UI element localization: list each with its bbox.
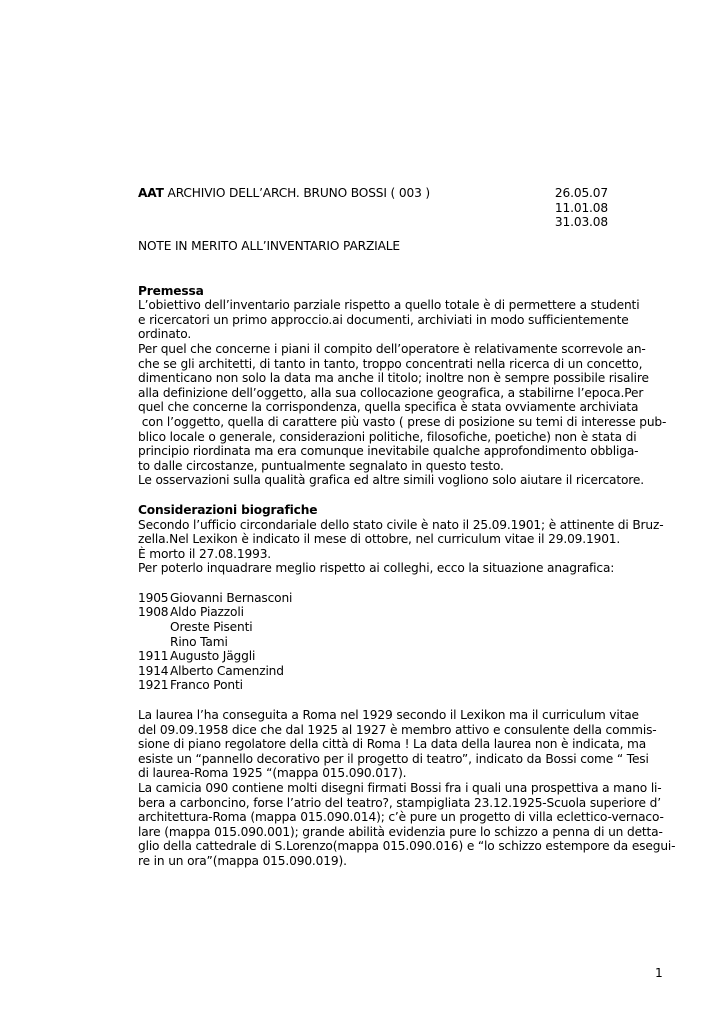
- section-heading-biografiche: Considerazioni biografiche: [138, 502, 318, 517]
- revision-date: 11.01.08: [554, 200, 608, 215]
- colleague-name: Oreste Pisenti: [170, 620, 253, 635]
- revision-date: 31.03.08: [554, 215, 608, 230]
- revision-date: 26.05.07: [554, 186, 608, 200]
- text-line: che se gli architetti, di tanto in tanto, troppo concentrati nella ricerca di un concetto,: [138, 356, 643, 371]
- list-item: [138, 605, 608, 620]
- text-line: bera a carboncino, forse l’atrio del teatro?, stampigliata 23.12.1925-Scuola superiore d’: [138, 795, 661, 810]
- birth-year: [138, 620, 170, 635]
- birth-year: 1911: [138, 649, 169, 664]
- text-line: con l’oggetto, quella di carattere più vasto ( prese di posizione su temi di interesse pub-: [138, 414, 667, 429]
- text-line: e ricercatori un primo approccio.ai documenti, archiviati in modo sufficientemente: [138, 312, 629, 327]
- list-item: [138, 635, 608, 650]
- text-line: dimenticano non solo la data ma anche il titolo; inoltre non è sempre possibile risalire: [138, 371, 649, 386]
- revision-dates: [555, 186, 608, 230]
- document-page: [138, 180, 676, 869]
- list-item: [138, 678, 608, 693]
- colleague-name: Aldo Piazzoli: [170, 605, 244, 620]
- archive-title: [138, 186, 430, 201]
- list-item: [138, 620, 608, 635]
- text-line: di laurea-Roma 1925 “(mappa 015.090.017).: [138, 766, 407, 781]
- document-subtitle: NOTE IN MERITO ALL’INVENTARIO PARZIALE: [138, 239, 400, 253]
- birth-year: 1914: [138, 663, 169, 678]
- colleague-name: Rino Tami: [170, 634, 228, 649]
- text-line: re in un ora”(mappa 015.090.019).: [138, 853, 347, 868]
- text-line: alla definizione dell’oggetto, alla sua collocazione geografica, a stabilirne l’epoca.Per: [138, 385, 644, 400]
- text-line: ordinato.: [138, 327, 192, 342]
- list-item: [138, 649, 608, 664]
- section-heading-premessa: Premessa: [138, 283, 204, 298]
- birth-year: 1908: [138, 605, 169, 620]
- biografiche-body: [138, 517, 664, 576]
- list-item: [138, 664, 608, 679]
- text-line: glio della cattedrale di S.Lorenzo(mappa 015.090.016) e “lo schizzo estempore da esegui-: [138, 839, 676, 854]
- text-line: L’obiettivo dell’inventario parziale rispetto a quello totale è di permettere a studenti: [138, 298, 640, 313]
- text-line: blico locale o generale, considerazioni politiche, filosofiche, poetiche) non è stata di: [138, 429, 637, 444]
- list-item: [138, 591, 608, 606]
- text-line: È morto il 27.08.1993.: [138, 546, 272, 561]
- birth-year: 1905: [138, 590, 169, 605]
- text-line: Per quel che concerne i piani il compito dell’operatore è relativamente scorrevole an-: [138, 341, 646, 356]
- text-line: principio riordinata ma era comunque inevitabile qualche approfondimento obbliga-: [138, 444, 639, 459]
- text-line: lare (mappa 015.090.001); grande abilità evidenzia pure lo schizzo a penna di un detta-: [138, 824, 663, 839]
- colleagues-list: [138, 591, 608, 693]
- colleague-name: Giovanni Bernasconi: [170, 590, 293, 605]
- text-line: Per poterlo inquadrare meglio rispetto ai colleghi, ecco la situazione anagrafica:: [138, 561, 615, 576]
- text-line: La laurea l’ha conseguita a Roma nel 1929 secondo il Lexikon ma il curriculum vitae: [138, 708, 639, 723]
- colleague-name: Franco Ponti: [170, 678, 243, 693]
- text-line: quel che concerne la corrispondenza, quella specifica è stata ovviamente archiviata: [138, 400, 639, 415]
- page-number: 1: [655, 966, 663, 980]
- laurea-body: [138, 708, 676, 869]
- text-line: architettura-Roma (mappa 015.090.014); c’è pure un progetto di villa eclettico-vernaco-: [138, 810, 664, 825]
- text-line: sione di piano regolatore della città di Roma ! La data della laurea non è indicata, ma: [138, 737, 647, 752]
- premessa-body: [138, 298, 667, 488]
- birth-year: 1921: [138, 678, 169, 693]
- text-line: esiste un “pannello decorativo per il progetto di teatro”, indicato da Bossi come “ Tesi: [138, 751, 649, 766]
- colleague-name: Augusto Jäggli: [170, 649, 256, 664]
- archive-code: AAT: [138, 186, 164, 200]
- archive-title-text: ARCHIVIO DELL’ARCH. BRUNO BOSSI ( 003 ): [163, 186, 430, 200]
- colleague-name: Alberto Camenzind: [170, 663, 284, 678]
- text-line: Le osservazioni sulla qualità grafica ed altre simili vogliono solo aiutare il ricercatore.: [138, 473, 644, 488]
- document-header: [138, 180, 608, 230]
- text-line: del 09.09.1958 dice che dal 1925 al 1927 è membro attivo e consulente della commis-: [138, 722, 657, 737]
- text-line: zella.Nel Lexikon è indicato il mese di ottobre, nel curriculum vitae il 29.09.1901.: [138, 532, 621, 547]
- text-line: La camicia 090 contiene molti disegni firmati Bossi fra i quali una prospettiva a mano li-: [138, 781, 662, 795]
- text-line: to dalle circostanze, puntualmente segnalato in questo testo.: [138, 458, 504, 473]
- birth-year: [138, 635, 170, 650]
- text-line: Secondo l’ufficio circondariale dello stato civile è nato il 25.09.1901; è attinente di Bruz-: [138, 517, 664, 532]
